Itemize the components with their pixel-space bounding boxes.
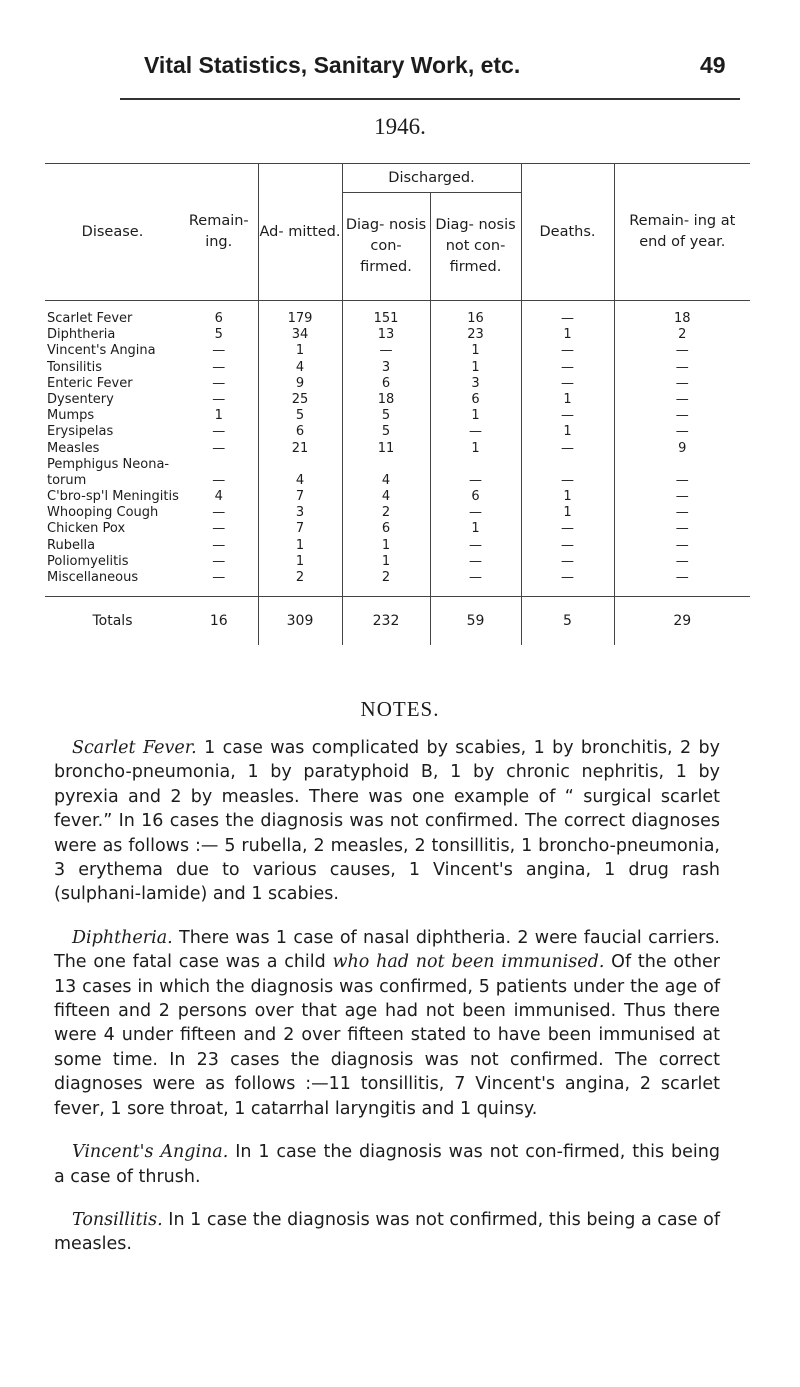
table-row xyxy=(45,505,750,521)
remaining-end-cell: — xyxy=(614,538,750,554)
note-text: In 1 case the diagnosis was not confirmed, this being a case of measles. xyxy=(54,1209,720,1255)
confirmed-cell: 4 xyxy=(342,473,430,489)
deaths-cell: 1 xyxy=(521,327,614,343)
deaths-cell: — xyxy=(521,408,614,424)
remaining-end-cell: — xyxy=(614,554,750,570)
remaining-end-cell: — xyxy=(614,392,750,408)
deaths-cell: — xyxy=(521,441,614,457)
not-confirmed-cell: — xyxy=(430,473,521,489)
table-row xyxy=(45,424,750,440)
not-confirmed-cell: 1 xyxy=(430,441,521,457)
remaining-cell: 5 xyxy=(214,327,223,343)
disease-cell: Vincent's Angina xyxy=(47,343,156,359)
remaining-end-cell: — xyxy=(614,360,750,376)
table-row xyxy=(45,311,750,327)
table-row xyxy=(45,376,750,392)
admitted-cell: 21 xyxy=(258,441,342,457)
confirmed-cell: 18 xyxy=(342,392,430,408)
table-body xyxy=(45,301,750,646)
disease-cell: Enteric Fever xyxy=(47,375,133,391)
table-row xyxy=(45,343,750,359)
deaths-cell: — xyxy=(521,311,614,327)
note-lead: Tonsillitis. xyxy=(72,1209,163,1230)
not-confirmed-cell: 23 xyxy=(430,327,521,343)
remaining-cell: — xyxy=(212,343,226,359)
remaining-end-cell: — xyxy=(614,343,750,359)
remaining-cell: 1 xyxy=(214,408,223,424)
remaining-end-cell: — xyxy=(614,376,750,392)
table-row xyxy=(45,570,750,586)
disease-statistics-table xyxy=(45,163,750,645)
admitted-cell: 7 xyxy=(258,521,342,537)
disease-cell: Dysentery xyxy=(47,391,114,407)
col-diag-confirmed: Diag- nosis con- firmed. xyxy=(342,193,430,301)
note-text: There was 1 case of nasal diphtheria. 2 were faucial carriers. The one fatal case was a child xyxy=(54,927,720,973)
remaining-end-cell: 29 xyxy=(614,597,750,646)
table-row xyxy=(45,392,750,408)
running-title: Vital Statistics, Sanitary Work, etc. xyxy=(144,52,521,78)
not-confirmed-cell: 6 xyxy=(430,392,521,408)
admitted-cell: 179 xyxy=(258,311,342,327)
note-scarlet-fever xyxy=(54,736,720,907)
confirmed-cell: 3 xyxy=(342,360,430,376)
table-row xyxy=(45,538,750,554)
note-tonsillitis xyxy=(54,1208,720,1257)
remaining-cell: 6 xyxy=(214,311,223,326)
remaining-end-cell: — xyxy=(614,570,750,586)
admitted-cell: 1 xyxy=(258,343,342,359)
table-row xyxy=(45,457,750,473)
disease-cell: C'bro-sp'l Meningitis xyxy=(47,489,179,505)
remaining-end-cell xyxy=(614,457,750,473)
remaining-cell: — xyxy=(212,553,226,569)
table-row xyxy=(45,360,750,376)
remaining-end-cell: 9 xyxy=(614,441,750,457)
disease-cell: Pemphigus Neona- xyxy=(47,456,170,472)
confirmed-cell: 151 xyxy=(342,311,430,327)
year-heading: 1946. xyxy=(374,114,426,139)
not-confirmed-cell: 59 xyxy=(430,597,521,646)
remaining-cell: — xyxy=(212,537,226,553)
not-confirmed-cell: 1 xyxy=(430,408,521,424)
not-confirmed-cell xyxy=(430,457,521,473)
col-remaining-end: Remain- ing at end of year. xyxy=(614,164,750,301)
note-text: 1 case was complicated by scabies, 1 by bronchitis, 2 by broncho-pneumonia, 1 by paratyphoid B, 1 by chronic nephritis, 1 by pyrexia and 2 by measles. There was one example of “ surgical scarlet fever.” In 16 cases the diagnosis was not confirmed. The correct diagnoses were as follows :— 5 rubella, 2 measles, 2 tonsillitis, 1 broncho-pneumonia, 3 erythema due to various causes, 1 Vincent's angina, 1 drug rash (sulphani-lamide) and 1 scabies. xyxy=(54,738,720,905)
disease-cell: torum xyxy=(47,472,87,488)
confirmed-cell: — xyxy=(342,343,430,359)
not-confirmed-cell: — xyxy=(430,424,521,440)
remaining-end-cell: — xyxy=(614,408,750,424)
admitted-cell: 3 xyxy=(258,505,342,521)
note-lead: Diphtheria. xyxy=(72,927,173,948)
note-emphasis: who had not been immunised. xyxy=(332,952,605,973)
remaining-end-cell: — xyxy=(614,505,750,521)
table-row xyxy=(45,473,750,489)
admitted-cell: 4 xyxy=(258,473,342,489)
deaths-cell: — xyxy=(521,376,614,392)
deaths-cell: — xyxy=(521,343,614,359)
remaining-cell: — xyxy=(212,391,226,407)
deaths-cell: — xyxy=(521,570,614,586)
disease-cell: Chicken Pox xyxy=(47,521,126,537)
confirmed-cell: 11 xyxy=(342,441,430,457)
confirmed-cell: 5 xyxy=(342,424,430,440)
admitted-cell: 1 xyxy=(258,554,342,570)
remaining-end-cell: 2 xyxy=(614,327,750,343)
remaining-end-cell: — xyxy=(614,424,750,440)
deaths-cell: 1 xyxy=(521,505,614,521)
col-remaining: Remain- ing. xyxy=(180,164,258,301)
confirmed-cell: 4 xyxy=(342,489,430,505)
disease-cell: Poliomyelitis xyxy=(47,553,129,569)
note-lead: Vincent's Angina. xyxy=(72,1142,229,1163)
disease-cell: Scarlet Fever xyxy=(47,311,133,326)
remaining-end-cell: — xyxy=(614,521,750,537)
remaining-end-cell: — xyxy=(614,489,750,505)
disease-cell: Totals xyxy=(45,597,180,646)
deaths-cell: 1 xyxy=(521,424,614,440)
col-admitted: Ad- mitted. xyxy=(258,164,342,301)
deaths-cell: 5 xyxy=(521,597,614,646)
deaths-cell: — xyxy=(521,554,614,570)
col-deaths: Deaths. xyxy=(521,164,614,301)
remaining-cell: 16 xyxy=(180,597,258,646)
header-rule xyxy=(120,98,740,100)
disease-cell: Erysipelas xyxy=(47,424,114,440)
remaining-cell: — xyxy=(212,440,226,456)
not-confirmed-cell: 1 xyxy=(430,360,521,376)
confirmed-cell: 5 xyxy=(342,408,430,424)
deaths-cell xyxy=(521,457,614,473)
remaining-cell: — xyxy=(212,521,226,537)
remaining-cell xyxy=(180,457,258,473)
remaining-end-cell: — xyxy=(614,473,750,489)
disease-cell: Measles xyxy=(47,440,100,456)
not-confirmed-cell: — xyxy=(430,570,521,586)
confirmed-cell: 6 xyxy=(342,376,430,392)
remaining-cell: — xyxy=(212,570,226,585)
totals-row xyxy=(45,597,750,646)
not-confirmed-cell: — xyxy=(430,505,521,521)
remaining-end-cell: 18 xyxy=(614,311,750,327)
confirmed-cell: 2 xyxy=(342,570,430,586)
admitted-cell: 2 xyxy=(258,570,342,586)
deaths-cell: — xyxy=(521,360,614,376)
col-discharged: Discharged. xyxy=(342,164,521,193)
admitted-cell: 309 xyxy=(258,597,342,646)
not-confirmed-cell: 16 xyxy=(430,311,521,327)
remaining-cell: — xyxy=(212,505,226,521)
remaining-cell: — xyxy=(212,375,226,391)
table-row xyxy=(45,554,750,570)
admitted-cell: 4 xyxy=(258,360,342,376)
remaining-cell: — xyxy=(212,359,226,375)
note-diphtheria xyxy=(54,926,720,1121)
col-diag-not-confirmed: Diag- nosis not con- firmed. xyxy=(430,193,521,301)
deaths-cell: 1 xyxy=(521,392,614,408)
deaths-cell: — xyxy=(521,473,614,489)
admitted-cell: 9 xyxy=(258,376,342,392)
disease-cell: Miscellaneous xyxy=(47,570,139,585)
not-confirmed-cell: 1 xyxy=(430,343,521,359)
deaths-cell: — xyxy=(521,538,614,554)
not-confirmed-cell: 1 xyxy=(430,521,521,537)
table-row xyxy=(45,441,750,457)
admitted-cell: 6 xyxy=(258,424,342,440)
admitted-cell: 25 xyxy=(258,392,342,408)
admitted-cell: 1 xyxy=(258,538,342,554)
page-number: 49 xyxy=(700,52,726,78)
confirmed-cell: 6 xyxy=(342,521,430,537)
deaths-cell: — xyxy=(521,521,614,537)
not-confirmed-cell: — xyxy=(430,538,521,554)
not-confirmed-cell: — xyxy=(430,554,521,570)
confirmed-cell: 232 xyxy=(342,597,430,646)
admitted-cell xyxy=(258,457,342,473)
confirmed-cell: 2 xyxy=(342,505,430,521)
table-row xyxy=(45,489,750,505)
confirmed-cell: 13 xyxy=(342,327,430,343)
disease-cell: Rubella xyxy=(47,537,96,553)
note-vincents-angina xyxy=(54,1140,720,1189)
col-disease: Disease. xyxy=(45,164,180,301)
notes-title: NOTES. xyxy=(360,697,440,721)
notes-body xyxy=(54,736,720,1276)
not-confirmed-cell: 6 xyxy=(430,489,521,505)
remaining-cell: — xyxy=(212,424,226,440)
admitted-cell: 5 xyxy=(258,408,342,424)
remaining-cell: 4 xyxy=(214,489,223,505)
admitted-cell: 34 xyxy=(258,327,342,343)
admitted-cell: 7 xyxy=(258,489,342,505)
note-text: In 1 case the diagnosis was not con-firmed, this being a case of thrush. xyxy=(54,1142,720,1187)
table-row xyxy=(45,408,750,424)
remaining-cell: — xyxy=(212,472,226,488)
disease-cell: Diphtheria xyxy=(47,327,116,343)
note-text: Of the other 13 cases in which the diagnosis was confirmed, 5 patients under the age of fifteen and 2 persons over that age had not been immunised. Thus there were 4 under fifteen and 2 over fifteen stated to have been immunised at some time. In 23 cases the diagnosis was not confirmed. The correct diagnoses were as follows :—11 tonsillitis, 7 Vincent's angina, 2 scarlet fever, 1 sore throat, 1 catarrhal laryngitis and 1 quinsy. xyxy=(54,952,720,1119)
confirmed-cell xyxy=(342,457,430,473)
disease-cell: Whooping Cough xyxy=(47,505,159,521)
deaths-cell: 1 xyxy=(521,489,614,505)
disease-cell: Tonsilitis xyxy=(47,359,103,375)
confirmed-cell: 1 xyxy=(342,554,430,570)
table-row xyxy=(45,327,750,343)
table-row xyxy=(45,521,750,537)
disease-cell: Mumps xyxy=(47,408,95,424)
confirmed-cell: 1 xyxy=(342,538,430,554)
not-confirmed-cell: 3 xyxy=(430,376,521,392)
note-lead: Scarlet Fever. xyxy=(72,738,197,758)
